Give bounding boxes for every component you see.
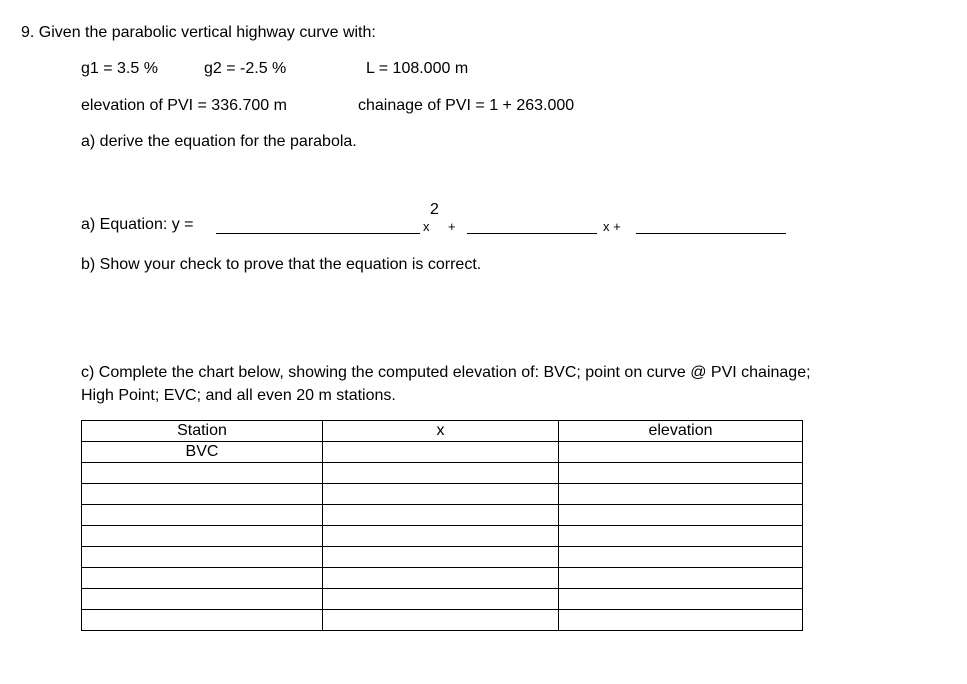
elevation-cell[interactable] — [559, 484, 803, 505]
elevation-cell[interactable] — [559, 589, 803, 610]
pvi-elevation: elevation of PVI = 336.700 m — [81, 97, 287, 114]
g2-value: g2 = -2.5 % — [204, 60, 287, 77]
table-row — [82, 484, 803, 505]
station-cell[interactable]: BVC — [82, 442, 323, 463]
question-heading: 9. Given the parabolic vertical highway curve with: — [21, 24, 376, 41]
equation-blank-b[interactable] — [467, 233, 597, 234]
equation-label: a) Equation: y = — [81, 216, 194, 233]
table-row — [82, 463, 803, 484]
part-a-prompt: a) derive the equation for the parabola. — [81, 133, 357, 150]
equation-x-term: x + — [603, 219, 621, 234]
table-row — [82, 589, 803, 610]
x-cell[interactable] — [323, 547, 559, 568]
elevation-cell[interactable] — [559, 547, 803, 568]
station-cell[interactable] — [82, 463, 323, 484]
elevation-cell[interactable] — [559, 463, 803, 484]
part-c-line1: c) Complete the chart below, showing the computed elevation of: BVC; point on curve @ PVI chainage; — [81, 364, 811, 381]
curve-length: L = 108.000 m — [366, 60, 469, 77]
table-row — [82, 568, 803, 589]
x-cell[interactable] — [323, 505, 559, 526]
elevation-cell[interactable] — [559, 505, 803, 526]
x-cell[interactable] — [323, 526, 559, 547]
station-table — [81, 420, 803, 631]
elevation-cell[interactable] — [559, 442, 803, 463]
part-b-prompt: b) Show your check to prove that the equation is correct. — [81, 256, 482, 273]
pvi-chainage: chainage of PVI = 1 + 263.000 — [358, 97, 575, 114]
station-cell[interactable] — [82, 589, 323, 610]
table-row — [82, 505, 803, 526]
equation-x-base: x — [423, 219, 430, 234]
equation-exponent: 2 — [430, 201, 439, 218]
station-cell[interactable] — [82, 484, 323, 505]
table-header-row — [82, 421, 803, 442]
station-cell[interactable] — [82, 610, 323, 631]
table-row — [82, 610, 803, 631]
header-station: Station — [82, 421, 323, 442]
x-cell[interactable] — [323, 484, 559, 505]
x-cell[interactable] — [323, 589, 559, 610]
header-elevation: elevation — [559, 421, 803, 442]
station-cell[interactable] — [82, 505, 323, 526]
elevation-cell[interactable] — [559, 568, 803, 589]
equation-plus: + — [448, 219, 456, 234]
x-cell[interactable] — [323, 610, 559, 631]
table-row — [82, 547, 803, 568]
table-row — [82, 442, 803, 463]
station-cell[interactable] — [82, 568, 323, 589]
part-c-line2: High Point; EVC; and all even 20 m stations. — [81, 387, 396, 404]
g1-value: g1 = 3.5 % — [81, 60, 158, 77]
header-x: x — [323, 421, 559, 442]
elevation-cell[interactable] — [559, 610, 803, 631]
equation-blank-a[interactable] — [216, 233, 420, 234]
station-cell[interactable] — [82, 547, 323, 568]
station-cell[interactable] — [82, 526, 323, 547]
table-row — [82, 526, 803, 547]
x-cell[interactable] — [323, 442, 559, 463]
x-cell[interactable] — [323, 463, 559, 484]
x-cell[interactable] — [323, 568, 559, 589]
elevation-cell[interactable] — [559, 526, 803, 547]
equation-blank-c[interactable] — [636, 233, 786, 234]
